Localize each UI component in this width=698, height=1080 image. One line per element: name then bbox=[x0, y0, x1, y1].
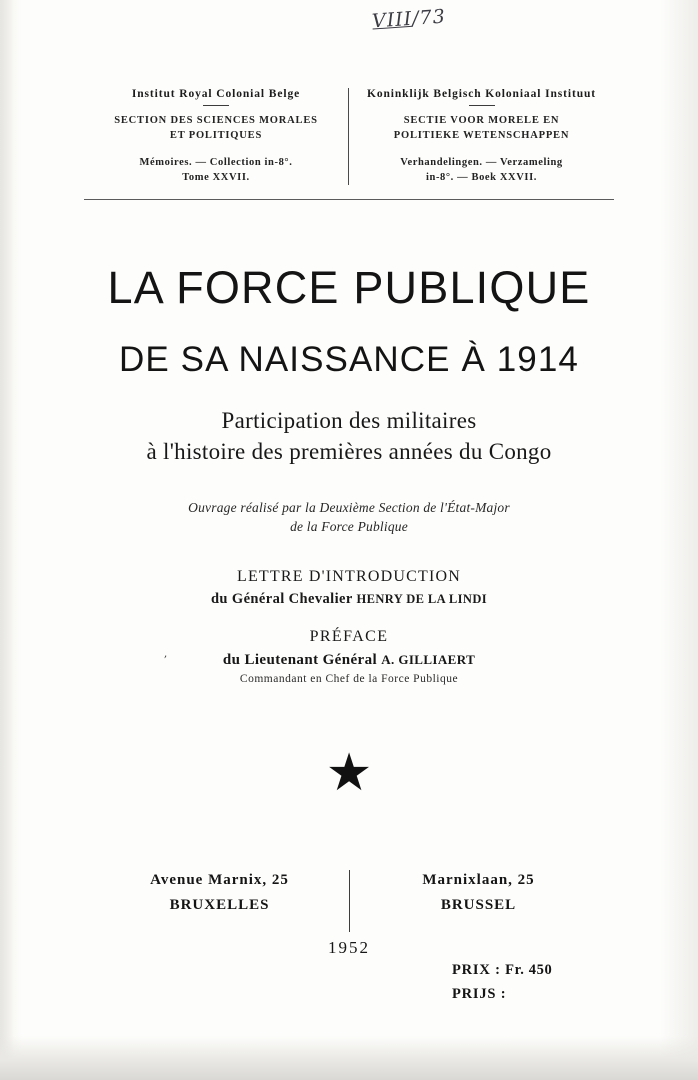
series-fr-line1: Mémoires. — Collection in-8°. bbox=[139, 157, 293, 168]
imprint bbox=[0, 868, 698, 932]
imprint-address-fr-line1: Avenue Marnix, 25 bbox=[150, 872, 289, 888]
work-credit-line2: de la Force Publique bbox=[290, 519, 408, 534]
shelfmark-suffix: /73 bbox=[411, 5, 447, 30]
preface-author-role: Commandant en Chef de la Force Publique bbox=[239, 673, 459, 685]
section-name-fr-line2: ET POLITIQUES bbox=[169, 130, 263, 141]
introduction-block bbox=[0, 568, 698, 608]
work-credit bbox=[0, 498, 698, 536]
imprint-divider bbox=[349, 870, 350, 932]
preface-author-prefix: du Lieutenant Général bbox=[222, 652, 378, 668]
masthead-spacer-nl bbox=[355, 143, 608, 155]
imprint-address-fr bbox=[105, 868, 335, 918]
imprint-address-nl-line2: BRUSSEL bbox=[440, 897, 517, 913]
masthead-column-dutch bbox=[349, 88, 614, 185]
preface-author bbox=[0, 652, 698, 669]
handwritten-shelfmark bbox=[371, 5, 446, 32]
institute-name-fr: Institut Royal Colonial Belge bbox=[131, 88, 301, 100]
section-name-fr-line1: SECTION DES SCIENCES MORALES bbox=[114, 115, 318, 126]
series-fr-line2: Tome XXVII. bbox=[182, 172, 250, 183]
introduction-author-name: HENRY DE LA LINDI bbox=[356, 592, 488, 606]
series-nl-line2: in-8°. — Boek XXVII. bbox=[425, 172, 537, 183]
series-nl-line1: Verhandelingen. — Verzameling bbox=[400, 157, 563, 168]
masthead bbox=[84, 88, 614, 200]
preface-block bbox=[0, 628, 698, 685]
price-line-nl bbox=[452, 982, 552, 1006]
masthead-spacer-fr bbox=[90, 143, 342, 155]
preface-heading: PRÉFACE bbox=[309, 628, 389, 645]
publication-year: 1952 bbox=[328, 938, 370, 957]
title-descriptor bbox=[0, 405, 698, 467]
work-credit-line1: Ouvrage réalisé par la Deuxième Section de l'État-Major bbox=[188, 500, 510, 515]
section-name-nl-line1: SECTIE VOOR MORELE EN bbox=[403, 115, 560, 126]
title-descriptor-line1: Participation des militaires bbox=[221, 408, 477, 433]
introduction-author-prefix: du Général Chevalier bbox=[210, 591, 353, 607]
star-icon: ★ bbox=[325, 745, 373, 802]
imprint-address-nl bbox=[364, 868, 594, 918]
page-subtitle: DE SA NAISSANCE À 1914 bbox=[119, 340, 579, 379]
price-block bbox=[452, 958, 552, 1006]
price-label-nl: PRIJS : bbox=[452, 986, 507, 1002]
section-name-nl-line2: POLITIEKE WETENSCHAPPEN bbox=[393, 130, 570, 141]
introduction-heading: LETTRE D'INTRODUCTION bbox=[236, 568, 462, 585]
introduction-author bbox=[0, 591, 698, 608]
imprint-address-fr-line2: BRUXELLES bbox=[169, 897, 270, 913]
imprint-address-nl-line1: Marnixlaan, 25 bbox=[422, 872, 535, 888]
masthead-rule-nl bbox=[469, 105, 495, 106]
shelfmark-prefix: VIII bbox=[371, 7, 414, 33]
masthead-column-french bbox=[84, 88, 349, 185]
institute-name-nl: Koninklijk Belgisch Koloniaal Instituut bbox=[366, 88, 597, 100]
scan-edge-bottom bbox=[0, 1036, 698, 1080]
price-line-fr bbox=[452, 958, 552, 982]
masthead-rule-fr bbox=[203, 105, 229, 106]
masthead-columns bbox=[84, 88, 614, 185]
star-device-wrap bbox=[0, 745, 698, 802]
title-descriptor-line2: à l'histoire des premières années du Congo bbox=[146, 439, 552, 464]
price-amount: Fr. 450 bbox=[505, 962, 553, 978]
preface-author-name: A. GILLIAERT bbox=[381, 652, 476, 667]
pencil-mark: ' bbox=[160, 652, 169, 666]
page-title: LA FORCE PUBLIQUE bbox=[107, 262, 591, 313]
price-label-fr: PRIX : bbox=[452, 962, 501, 978]
